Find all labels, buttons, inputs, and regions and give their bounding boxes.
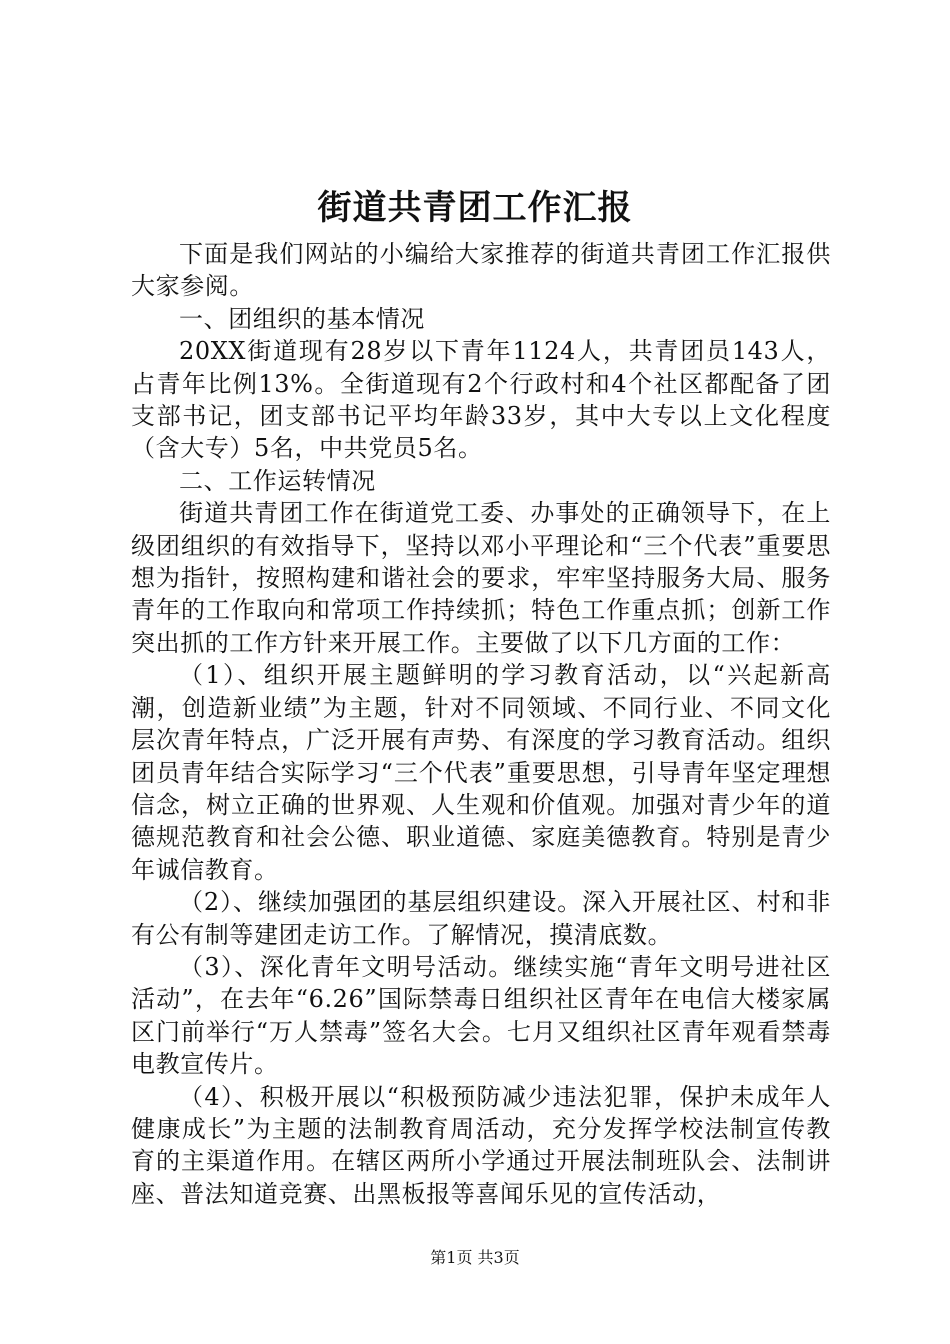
page-indicator: 第1页 共3页	[430, 1248, 520, 1267]
section-heading-basic-situation: 一、团组织的基本情况	[179, 304, 425, 333]
document-body	[131, 238, 831, 1210]
paragraph-item-4: （4）、积极开展以“积极预防减少违法犯罪，保护未成年人健康成长”为主题的法制教育周活动，充分发挥学校法制宣传教育的主渠道作用。在辖区两所小学通过开展法制班队会、法制讲座、普法知道竞赛、出黑板报等喜闻乐见的宣传活动，	[131, 1082, 831, 1208]
section-heading-work-operation: 二、工作运转情况	[179, 466, 376, 495]
paragraph-basic-situation: 20XX街道现有28岁以下青年1124人，共青团员143人，占青年比例13%。全街道现有2个行政村和4个社区都配备了团支部书记，团支部书记平均年龄33岁，其中大专以上文化程度（含大专）5名，中共党员5名。	[131, 337, 831, 463]
paragraph-work-operation: 街道共青团工作在街道党工委、办事处的正确领导下，在上级团组织的有效指导下，坚持以邓小平理论和“三个代表”重要思想为指针，按照构建和谐社会的要求，牢牢坚持服务大局、服务青年的工作取向和常项工作持续抓；特色工作重点抓；创新工作突出抓的工作方针来开展工作。主要做了以下几方面的工作：	[131, 499, 831, 657]
paragraph-item-3: （3）、深化青年文明号活动。继续实施“青年文明号进社区活动”，在去年“6.26”国际禁毒日组织社区青年在电信大楼家属区门前举行“万人禁毒”签名大会。七月又组织社区青年观看禁毒电教宣传片。	[131, 952, 831, 1079]
document-title: 街道共青团工作汇报	[317, 188, 633, 228]
paragraph-intro: 下面是我们网站的小编给大家推荐的街道共青团工作汇报供大家参阅。	[131, 240, 831, 301]
paragraph-item-1: （1）、组织开展主题鲜明的学习教育活动，以“兴起新高潮，创造新业绩”为主题，针对不同领域、不同行业、不同文化层次青年特点，广泛开展有声势、有深度的学习教育活动。组织团员青年结合实际学习“三个代表”重要思想，引导青年坚定理想信念，树立正确的世界观、人生观和价值观。加强对青少年的道德规范教育和社会公德、职业道德、家庭美德教育。特别是青少年诚信教育。	[131, 661, 831, 884]
paragraph-item-2: （2）、继续加强团的基层组织建设。深入开展社区、村和非有公有制等建团走访工作。了解情况，摸清底数。	[131, 888, 831, 949]
